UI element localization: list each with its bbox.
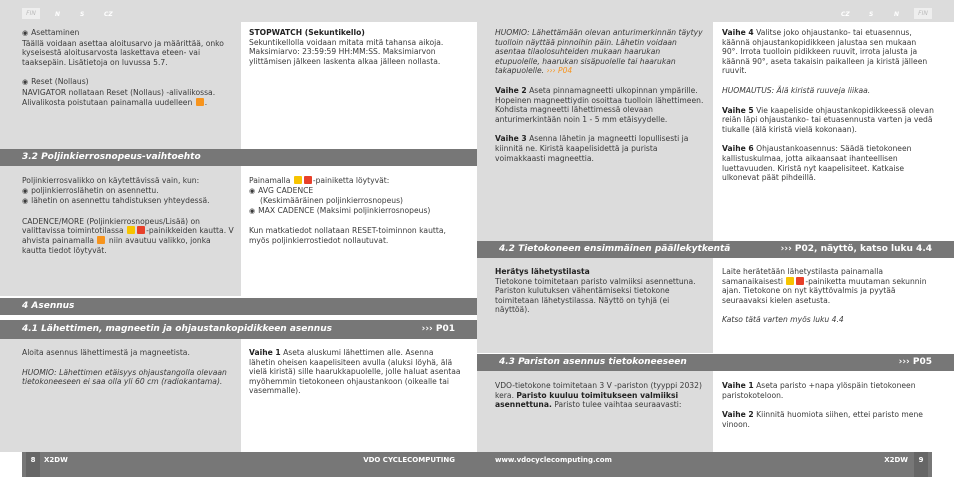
step3: Vaihe 3 Asenna lähetin ja magneetti lopullisesti ja kiinnitä ne. Kiristä kaapelisidettä ja purista voimakkaasti magneettia. (495, 134, 689, 163)
right-footer-model: X2DW (884, 456, 908, 464)
right-top-left-text (495, 28, 705, 163)
s32-intro: Poljinkierrosvalikko on käytettävissä vain, kun: (22, 176, 200, 185)
step4: Vaihe 4 Valitse joko ohjaustanko- tai etuasennus, käännä ohjaustankopidikkeen jalustaa sen mukaan 90°. Irrota tuolloin pidikkeen ruuvit, irrota jalusta ja käännä 90°, aseta takaisin paikalleen ja kiristä jälleen ruuvit. (722, 28, 928, 76)
up-key-icon (294, 176, 302, 184)
s43-ref: ››› P05 (898, 357, 932, 367)
s32-right-intro: Painamalla -painiketta löytyvät: (249, 176, 390, 185)
s41-title: 4.1 Lähettimen, magneetin ja ohjaustankopidikkeen asennus (22, 324, 332, 334)
s32-header (0, 149, 477, 166)
s43-left-text (495, 381, 705, 410)
up-key-icon (786, 277, 794, 285)
right-header-bar (477, 0, 954, 22)
s43-title: 4.3 Pariston asennus tietokoneeseen (499, 357, 687, 367)
s42-note: Katso tätä varten myös luku 4.4 (722, 315, 844, 325)
start-bullet: ◉ Asettaminen (22, 28, 234, 39)
battery-step2: Vaihe 2 Kiinnitä huomiota siihen, ettei paristo mene vinoon. (722, 410, 923, 429)
warn-note: HUOMAUTUS: Älä kiristä ruuveja liikaa. (722, 85, 871, 95)
s32-right-para-2: Kun matkatiedot nollataan RESET-toiminnon kautta, myös poljinkierrostiedot nollautuvat. (249, 226, 446, 245)
s42-title: 4.2 Tietokoneen ensimmäinen päällekytkentä (499, 244, 731, 254)
wake-title: Herätys lähetystilasta (495, 267, 590, 276)
reset-bullet: ◉ Reset (Nollaus) (22, 77, 234, 88)
down-key-icon (304, 176, 312, 184)
s32-bullet-1: ◉ poljinkierroslähetin on asennettu. (22, 186, 236, 197)
right-footer-url[interactable]: www.vdocyclecomputing.com (495, 456, 612, 464)
step5: Vaihe 5 Vie kaapeliside ohjaustankopidikkeessä olevan reiän läpi ohjaustanko- tai etuasennusta varten ja vedä tiukalle (älä kiristä vielä kokonaan). (722, 105, 934, 134)
s32-para-2: CADENCE/MORE (Poljinkierrosnopeus/Lisää) on valittavissa toimintotilassa -painikkeiden kautta. V ahvista painamalla niin avautuu valikko, jonka kautta tiedot löytyvät. (22, 216, 234, 255)
s42-right-text (722, 267, 934, 325)
s32-left-text (22, 176, 236, 255)
right-lang-cz[interactable]: CZ (841, 11, 850, 18)
left-footer-brand: VDO CYCLECOMPUTING (363, 456, 455, 464)
s32-max-cadence: ◉ MAX CADENCE (Maksimi poljinkierrosnopeus) (249, 206, 463, 217)
left-header-bar (0, 0, 477, 22)
right-footer (477, 452, 932, 477)
left-lang-s[interactable]: S (80, 11, 85, 18)
left-footer (22, 452, 477, 477)
s41-left-text (22, 348, 234, 387)
sensor-note: HUOMIO: Lähettämään olevan anturimerkinnän täytyy tuolloin näyttää pinnoihin päin. Lähetin voidaan asentaa tilaolosuhteiden mukaan haarukan etupuolelle, haarukan sisäpuolelle tai haarukan takapuolelle. ››› P04 (495, 28, 703, 76)
step2: Vaihe 2 Aseta pinnamagneetti ulkopinnan ympärille. Hopeinen magneettiydin osoittaa tuolloin lähettimeen. Kohdista magneetti lähettimessä olevaan anturimerkintään noin 1 - 5 mm etäisyydelle. (495, 85, 704, 124)
left-lang-cz[interactable]: CZ (104, 11, 113, 18)
left-page-number: 8 (26, 452, 40, 477)
reset-text-wrap: NAVIGATOR nollataan Reset (Nollaus) -alivalikossa. Alivalikosta poistutaan painamalla uudelleen . (22, 87, 216, 107)
wake-instructions: Laite herätetään lähetystilasta painamalla samanaikaisesti -painiketta muutaman sekunnin ajan. Tietokone on nyt käyttövalmis ja pyytää seuraavaksi kielen asetusta. (722, 267, 927, 305)
s32-avg-cadence: ◉ AVG CADENCE (249, 186, 463, 197)
stopwatch-text: Sekuntikellolla voidaan mitata mitä tahansa aikoja. Maksimiarvo: 23:59:59 HH:MM:SS. Maksimiarvon ylittämisen jälkeen laskenta alkaa jälleen nollasta. (249, 37, 444, 66)
left-footer-model: X2DW (44, 456, 68, 464)
left-lang-active[interactable]: FIN (22, 8, 40, 19)
back-key-icon (196, 98, 204, 106)
s43-header (477, 354, 954, 371)
right-lang-active[interactable]: FIN (914, 8, 932, 19)
reset-text: NAVIGATOR nollataan Reset (Nollaus) -alivalikossa. Alivalikosta poistutaan painamalla uudelleen (22, 87, 216, 107)
s32-bullet-2: ◉ lähetin on asennettu tahdistuksen yhteydessä. (22, 196, 236, 207)
note-ref: ››› P04 (546, 66, 573, 76)
start-value-block (22, 28, 234, 107)
s32-title: 3.2 Poljinkierrosnopeus-vaihtoehto (22, 152, 201, 162)
down-key-icon (796, 277, 804, 285)
s41-header (0, 320, 477, 339)
up-key-icon (127, 226, 135, 234)
s42-header (477, 241, 954, 258)
step6: Vaihe 6 Ohjaustankoasennus: Säädä tietokoneen kallistuskulmaa, jotta aikaansaat ihanteellisen luettavuuden. Kiristä nyt kaapelisiteet. Katkaise ulkonevat päät pihdeillä. (722, 144, 912, 183)
battery-step1: Vaihe 1 Aseta paristo +napa ylöspäin tietokoneen paristokoteloon. (722, 381, 916, 400)
s32-right-text (249, 176, 463, 246)
wake-text: Tietokone toimitetaan paristo valmiiksi asennettuna. Pariston kulutuksen vähentämiseksi tietokone toimitetaan lähetystilassa. Näyttö on tyhjä (ei näyttöä). (495, 276, 696, 315)
menu-key-icon (97, 236, 105, 244)
down-key-icon (137, 226, 145, 234)
s4-header (0, 298, 477, 315)
stopwatch-title: STOPWATCH (Sekuntikello) (249, 28, 365, 37)
s41-left-p1: Aloita asennus lähettimestä ja magneetista. (22, 348, 190, 357)
s41-left-note: HUOMIO: Lähettimen etäisyys ohjaustangolla olevaan tietokoneeseen ei saa olla yli 60 cm (radiokantama). (22, 367, 227, 387)
s42-ref: ››› P02, näyttö, katso luku 4.4 (780, 244, 932, 254)
right-lang-n[interactable]: N (894, 11, 900, 18)
s43-right-text (722, 381, 934, 429)
stopwatch-block (249, 28, 461, 66)
s41-step1: Vaihe 1 Aseta aluskumi lähettimen alle. Asenna lähetin oheisen kaapelisiteen avulla (aluksi löyhä, älä vielä kiristä) sille haarukkapuolelle, jolle haluat asentaa myöhemmin tietokoneen ohjaustankoon (oikealle tai vasemmalle). (249, 348, 461, 396)
right-top-right-text (722, 28, 934, 183)
right-lang-s[interactable]: S (869, 11, 874, 18)
left-lang-n[interactable]: N (55, 11, 61, 18)
s42-left-text (495, 267, 705, 315)
s32-avg-cadence-sub: (Keskimääräinen poljinkierrosnopeus) (260, 196, 404, 206)
s41-ref: ››› P01 (421, 324, 455, 334)
start-text: Täällä voidaan asettaa aloitusarvo ja määrittää, onko kyseisestä aloitusarvosta laskettava eteen- vai taaksepäin. Lisätietoja on luvussa 5.7. (22, 38, 224, 67)
right-page-number: 9 (914, 452, 928, 477)
s4-title: 4 Asennus (22, 301, 75, 311)
s41-right-text (249, 348, 461, 396)
battery-text: VDO-tietokone toimitetaan 3 V -pariston (tyyppi 2032) kera. Paristo kuuluu toimitukseen valmiiksi asennettuna. Paristo tulee vaihtaa seuraavasti: (495, 381, 702, 410)
